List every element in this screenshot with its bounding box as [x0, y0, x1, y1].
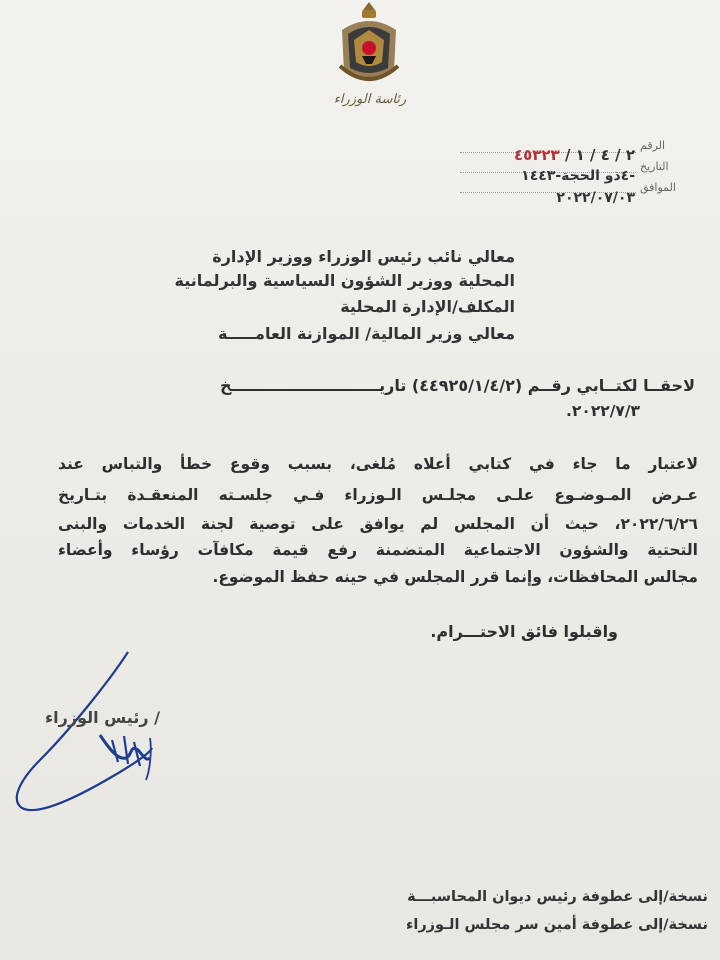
number-label: الرقم	[640, 139, 666, 152]
date-label: التاريخ	[640, 160, 669, 173]
signature-icon	[0, 640, 260, 840]
copy-line-2: نسخة/إلى عطوفة أمين سر مجلس الـوزراء	[405, 917, 708, 933]
reference-line-1: لاحقــا لكتــابي رقــم (٤٤٩٢٥/١/٤/٢) تاريـــــــــــــــــــــــــــخ	[219, 376, 695, 395]
body-line-5: مجالس المحافظات، وإنما قرر المجلس في حينه حفظ الموضوع.	[212, 568, 698, 586]
signatory-title: / رئيس الوزراء	[45, 708, 160, 727]
body-line-1: لاعتبار ما جاء في كتابي أعلاه مُلغى، بسبب وقوع خطأ والتباس عند	[58, 455, 698, 473]
gregorian-date: ٢٠٢٢/٠٧/٠٣	[556, 190, 635, 206]
copy-line-1: نسخة/إلى عطوفة رئيس ديوان المحاسبـــة	[407, 889, 708, 905]
address-line-3: المكلف/الإدارة المحلية	[340, 297, 515, 316]
ref-serial: ٤٥٣٢٣	[513, 146, 560, 164]
body-line-3: ٢٠٢٢/٦/٢٦، حيث أن المجلس لم يوافق على توصية لجنة الخدمات والبنى	[58, 515, 698, 533]
closing: واقبلوا فائق الاحتـــرام.	[430, 622, 618, 641]
office-name: رئاسة الوزراء	[333, 92, 407, 107]
address-line-1: معالي نائب رئيس الوزراء ووزير الإدارة	[212, 247, 515, 266]
body-line-4: التحتية والشؤون الاجتماعية المتضمنة رفع قيمة مكافآت رؤساء وأعضاء	[58, 541, 698, 559]
reference-line-2: ٢٠٢٢/٧/٣.	[566, 402, 640, 420]
corresponding-label: الموافق	[640, 181, 676, 194]
reference-number	[514, 146, 635, 164]
hijri-date: -٤ذو الحجة-١٤٤٣	[521, 168, 635, 184]
ref-prefix: ٢ / ٤ / ١ /	[564, 146, 635, 164]
body-line-2: عـرض المـوضـوع علـى مجلـس الـوزراء فـي جلسـته المنعقـدة بتـاريخ	[58, 486, 698, 504]
address-line-2: المحلية ووزير الشؤون السياسية والبرلمانية	[174, 271, 515, 290]
address-line-4: معالي وزير المالية/ الموازنة العامـــــة	[218, 324, 515, 343]
